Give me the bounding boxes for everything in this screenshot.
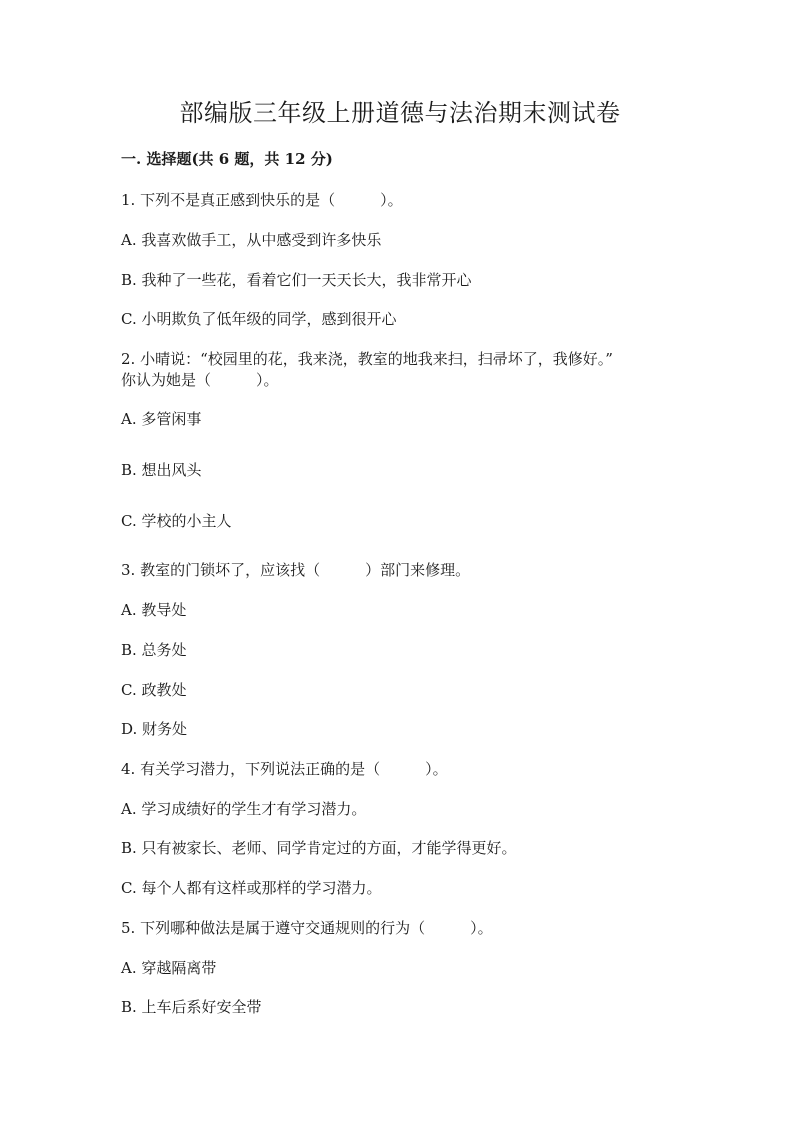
question-2-option-c: C. 学校的小主人 [121, 512, 232, 530]
question-5-option-b: B. 上车后系好安全带 [121, 998, 262, 1016]
question-4-option-c: C. 每个人都有这样或那样的学习潜力。 [121, 879, 382, 897]
question-2-option-a: A. 多管闲事 [121, 410, 202, 428]
page-title: 部编版三年级上册道德与法治期末测试卷 [179, 99, 621, 127]
question-4-stem: 4. 有关学习潜力，下列说法正确的是（ ）。 [121, 760, 448, 778]
question-1-option-c: C. 小明欺负了低年级的同学，感到很开心 [121, 310, 397, 328]
question-4-option-b: B. 只有被家长、老师、同学肯定过的方面，才能学得更好。 [121, 839, 517, 857]
question-2-option-b: B. 想出风头 [121, 461, 202, 479]
question-4-option-a: A. 学习成绩好的学生才有学习潜力。 [121, 800, 367, 818]
question-5-stem: 5. 下列哪种做法是属于遵守交通规则的行为（ ）。 [121, 919, 493, 937]
question-1-stem: 1. 下列不是真正感到快乐的是（ ）。 [121, 191, 403, 209]
question-2-stem-line1: 2. 小晴说：“校园里的花，我来浇，教室的地我来扫，扫帚坏了，我修好。” [121, 350, 613, 368]
question-3-option-d: D. 财务处 [121, 720, 188, 738]
question-1-option-b: B. 我种了一些花，看着它们一天天长大，我非常开心 [121, 271, 472, 289]
question-3-option-a: A. 教导处 [121, 601, 187, 619]
question-3-option-c: C. 政教处 [121, 681, 187, 699]
question-1-option-a: A. 我喜欢做手工，从中感受到许多快乐 [121, 231, 382, 249]
question-5-option-a: A. 穿越隔离带 [121, 959, 217, 977]
question-3-stem: 3. 教室的门锁坏了，应该找（ ）部门来修理。 [121, 561, 471, 579]
question-3-option-b: B. 总务处 [121, 641, 187, 659]
section-heading: 一. 选择题(共 6 题，共 12 分) [121, 150, 333, 168]
question-2-stem-line2: 你认为她是（ ）。 [121, 371, 279, 389]
